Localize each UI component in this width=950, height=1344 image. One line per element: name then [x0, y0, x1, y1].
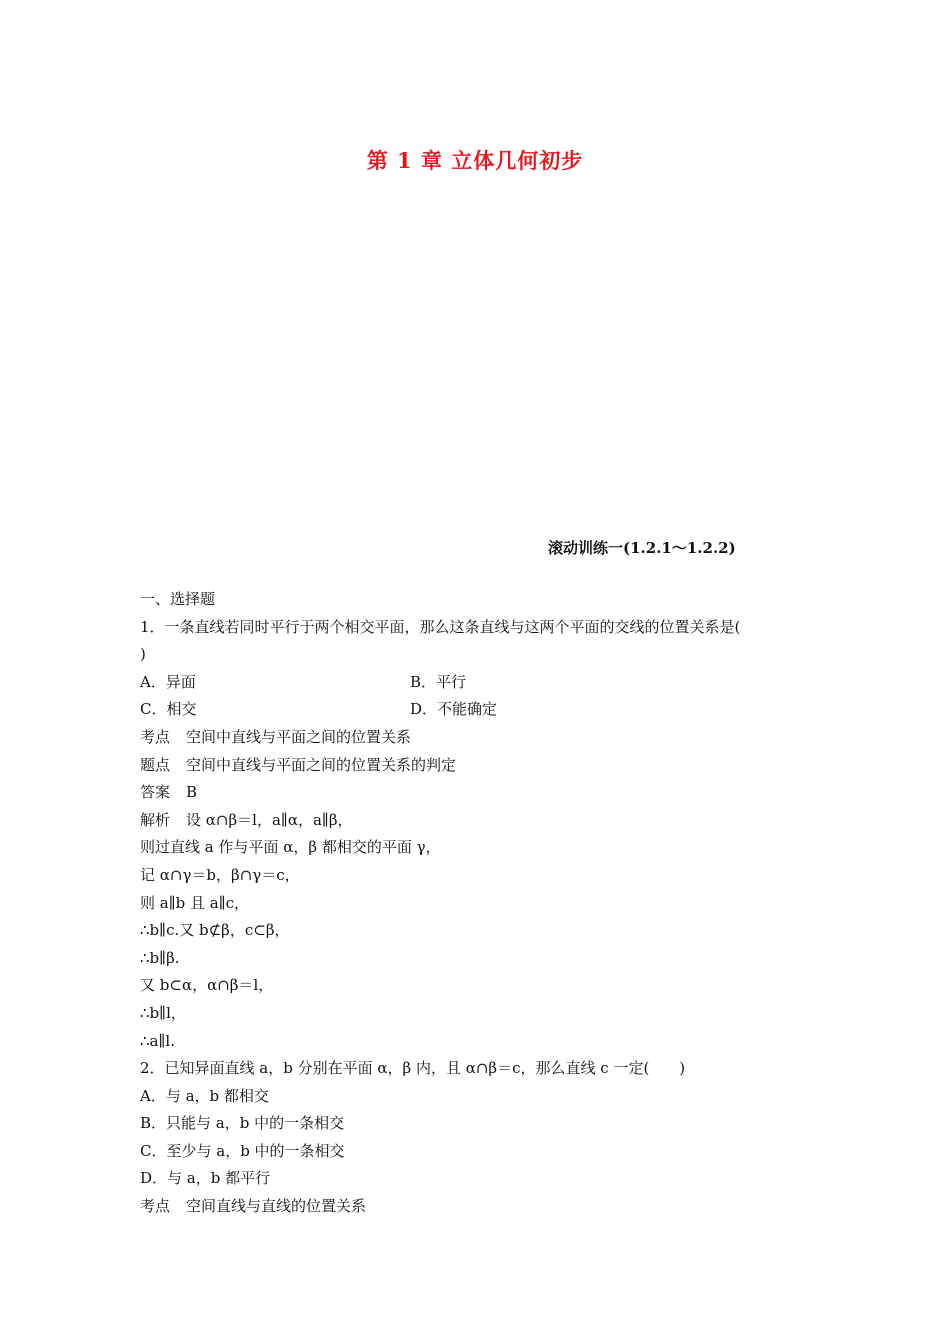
tidian-text: 空间中直线与平面之间的位置关系的判定 — [186, 755, 457, 774]
question-1-option-a: A．异面 — [140, 672, 196, 691]
kaodian-label: 考点 — [140, 727, 171, 746]
question-1-option-c: C．相交 — [140, 700, 197, 719]
question-2-option-d: D．与 a，b 都平行 — [140, 1169, 271, 1188]
analysis-line: ∴a∥l. — [140, 1031, 175, 1050]
analysis-line: ∴b∥β. — [140, 948, 180, 967]
analysis-line: ∴b∥c.又 b⊄β，c⊂β， — [140, 921, 290, 940]
tidian-label: 题点 — [140, 755, 171, 774]
answer-text: B — [186, 783, 198, 802]
analysis-line: 记 α∩γ＝b，β∩γ＝c， — [140, 865, 300, 884]
analysis-line: 又 b⊂α，α∩β＝l， — [140, 976, 274, 995]
question-1-kaodian — [140, 724, 830, 752]
question-1-analysis — [140, 807, 830, 835]
question-1-stem: 1．一条直线若同时平行于两个相交平面，那么这条直线与这两个平面的交线的位置关系是( — [140, 617, 741, 636]
question-1-answer — [140, 779, 830, 807]
question-2-option-b: B．只能与 a，b 中的一条相交 — [140, 1114, 345, 1133]
exercise-subtitle: 滚动训练一(1.2.1～1.2.2) — [548, 539, 736, 557]
question-1-options-row-1 — [140, 669, 830, 697]
question-1-stem-end: ) — [140, 645, 146, 664]
analysis-line: 则过直线 a 作与平面 α，β 都相交的平面 γ， — [140, 838, 441, 857]
analysis-line: 则 a∥b 且 a∥c， — [140, 893, 250, 912]
question-1-option-b: B．平行 — [410, 672, 467, 691]
section-heading: 一、选择题 — [140, 590, 216, 608]
kaodian-text: 空间中直线与平面之间的位置关系 — [186, 727, 412, 746]
question-2-kaodian — [140, 1193, 830, 1221]
question-2-option-c: C．至少与 a，b 中的一条相交 — [140, 1141, 345, 1160]
analysis-line: 设 α∩β＝l，a∥α，a∥β， — [186, 810, 353, 829]
kaodian-text: 空间直线与直线的位置关系 — [186, 1197, 367, 1216]
answer-label: 答案 — [140, 783, 171, 802]
analysis-line: ∴b∥l， — [140, 1003, 186, 1022]
question-1-tidian — [140, 752, 830, 780]
question-2-stem: 2．已知异面直线 a，b 分别在平面 α，β 内，且 α∩β＝c，那么直线 c 一定( ) — [140, 1059, 686, 1078]
analysis-label: 解析 — [140, 810, 171, 829]
question-1-options-row-2 — [140, 696, 830, 724]
question-2-option-a: A．与 a，b 都相交 — [140, 1086, 269, 1105]
chapter-title: 第 1 章 立体几何初步 — [366, 148, 584, 173]
document-body — [140, 586, 830, 1221]
question-1-option-d: D．不能确定 — [410, 700, 498, 719]
kaodian-label: 考点 — [140, 1197, 171, 1216]
